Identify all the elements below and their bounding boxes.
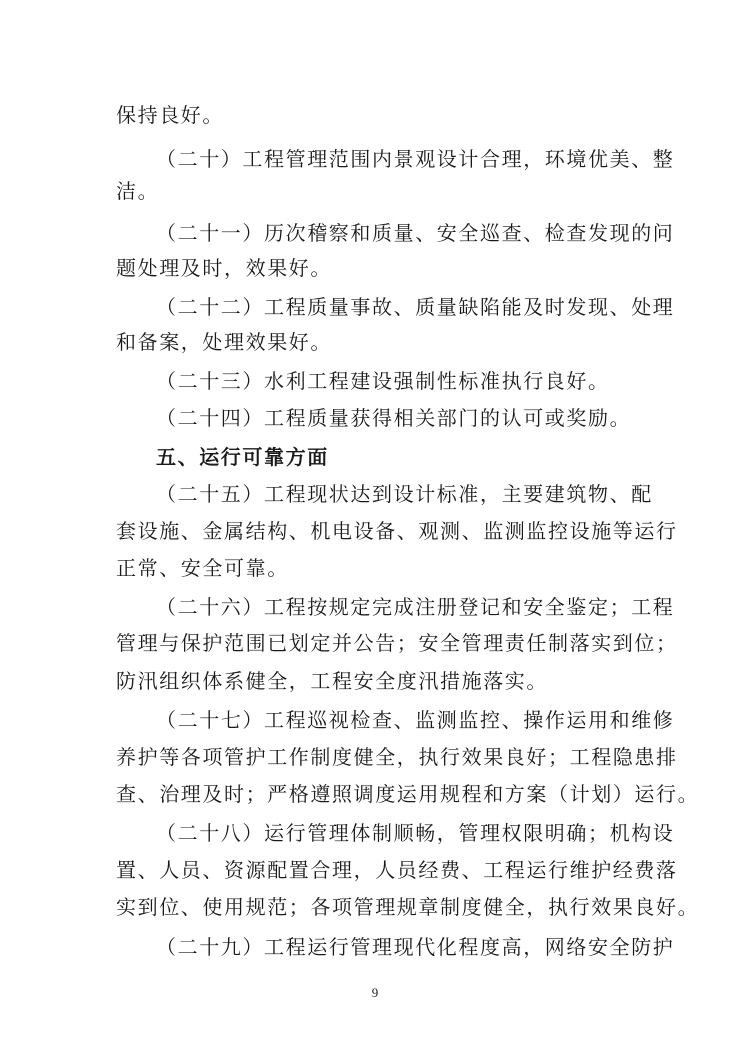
text-line: （二十三）水利工程建设强制性标准执行良好。	[156, 369, 610, 393]
text-line: （二十四）工程质量获得相关部门的认可或奖励。	[156, 406, 632, 430]
text-line: 和备案，处理效果好。	[116, 330, 332, 354]
text-line: （二十九）工程运行管理现代化程度高，网络安全防护	[156, 935, 675, 959]
text-line: 正常、安全可靠。	[116, 556, 289, 580]
text-line: （二十六）工程按规定完成注册登记和安全鉴定；工程	[156, 595, 675, 619]
text-line: 养护等各项管护工作制度健全，执行效果良好；工程隐患排	[116, 745, 678, 769]
text-line: 题处理及时，效果好。	[116, 256, 332, 280]
text-line: 查、治理及时；严格遵照调度运用规程和方案（计划）运行。	[116, 782, 700, 806]
section-heading: 五、运行可靠方面	[156, 445, 329, 469]
text-line: 防汛组织体系健全，工程安全度汛措施落实。	[116, 669, 548, 693]
text-line: 洁。	[116, 179, 160, 203]
text-line: （二十七）工程巡视检查、监测监控、操作运用和维修	[156, 708, 675, 732]
text-line: 管理与保护范围已划定并公告；安全管理责任制落实到位；	[116, 631, 678, 655]
text-line: （二十八）运行管理体制顺畅，管理权限明确；机构设	[156, 821, 675, 845]
text-line: 实到位、使用规范；各项管理规章制度健全，执行效果良好。	[116, 895, 700, 919]
text-line: （二十二）工程质量事故、质量缺陷能及时发现、处理	[156, 295, 675, 319]
page-number: 9	[371, 985, 379, 1000]
text-line: 保持良好。	[116, 103, 224, 127]
text-line: （二十一）历次稽察和质量、安全巡查、检查发现的问	[156, 221, 675, 245]
text-line: （二十）工程管理范围内景观设计合理，环境优美、整	[156, 147, 675, 171]
text-line: 套设施、金属结构、机电设备、观测、监测监控设施等运行	[116, 519, 678, 543]
text-line: 置、人员、资源配置合理，人员经费、工程运行维护经费落	[116, 858, 678, 882]
text-line: （二十五）工程现状达到设计标准，主要建筑物、配	[156, 482, 653, 506]
